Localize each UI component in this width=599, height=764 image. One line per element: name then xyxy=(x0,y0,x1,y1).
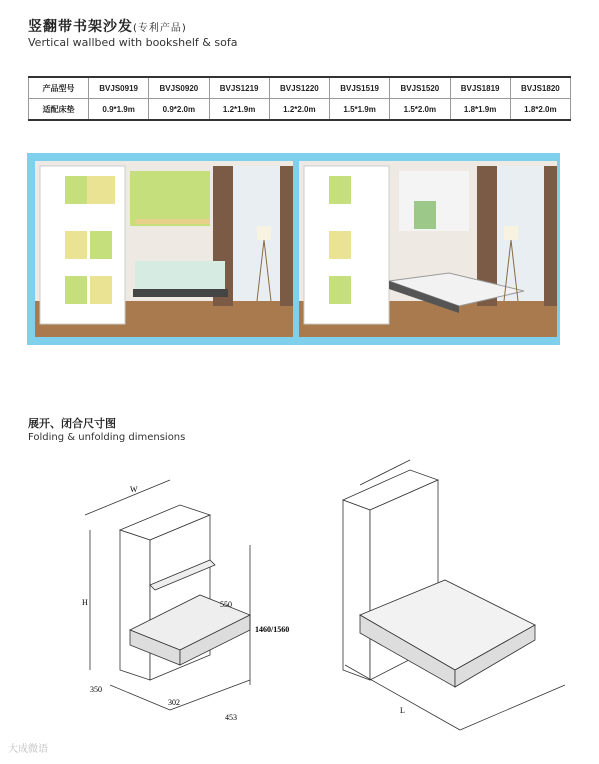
cell-mattress-size: 0.9*2.0m xyxy=(149,99,209,121)
section-title: 展开、闭合尺寸图 xyxy=(28,417,116,430)
title-zh: 竖翻带书架沙发 xyxy=(28,19,133,35)
page-subtitle: Vertical wallbed with bookshelf & sofa xyxy=(28,36,238,49)
dim-sofa-height: 302 xyxy=(168,698,180,707)
dim-bed-height: 453 xyxy=(225,713,237,722)
page-title xyxy=(28,16,187,36)
cell-mattress-size: 1.5*1.9m xyxy=(330,99,390,121)
dim-width: W xyxy=(130,485,138,494)
cell-model: BVJS0920 xyxy=(149,77,209,99)
photo-sofa-mode xyxy=(35,161,293,337)
drawing-bed-mode xyxy=(343,460,565,730)
section-subtitle: Folding & unfolding dimensions xyxy=(28,432,186,443)
product-photos xyxy=(27,153,560,345)
cell-model: BVJS1519 xyxy=(330,77,390,99)
dimension-drawings xyxy=(60,455,580,755)
cell-mattress-size: 1.2*2.0m xyxy=(269,99,329,121)
watermark: 大成微语 xyxy=(8,744,48,755)
dim-length: L xyxy=(400,706,405,715)
cell-mattress-size: 1.8*1.9m xyxy=(450,99,510,121)
cell-mattress-size: 1.2*1.9m xyxy=(209,99,269,121)
cell-mattress-size: 1.8*2.0m xyxy=(510,99,570,121)
dim-depth-closed: 350 xyxy=(90,685,102,694)
cell-model: BVJS1219 xyxy=(209,77,269,99)
dim-sofa-depth: 550 xyxy=(220,600,232,609)
cell-mattress-size: 0.9*1.9m xyxy=(89,99,149,121)
cell-model: BVJS1520 xyxy=(390,77,450,99)
table-row xyxy=(29,99,571,121)
cell-mattress-size: 1.5*2.0m xyxy=(390,99,450,121)
photo-bed-mode xyxy=(299,161,557,337)
drawing-sofa-mode xyxy=(85,480,250,710)
cell-model: BVJS1220 xyxy=(269,77,329,99)
cell-model: BVJS1820 xyxy=(510,77,570,99)
cell-model: BVJS1819 xyxy=(450,77,510,99)
row-label-model: 产品型号 xyxy=(29,77,89,99)
dim-height: H xyxy=(82,598,88,607)
title-note: (专利产品) xyxy=(133,23,187,34)
spec-table xyxy=(28,76,571,121)
table-row xyxy=(29,77,571,99)
dim-bed-length: 1460/1560 xyxy=(255,625,290,634)
cell-model: BVJS0919 xyxy=(89,77,149,99)
row-label-mattress: 适配床垫 xyxy=(29,99,89,121)
